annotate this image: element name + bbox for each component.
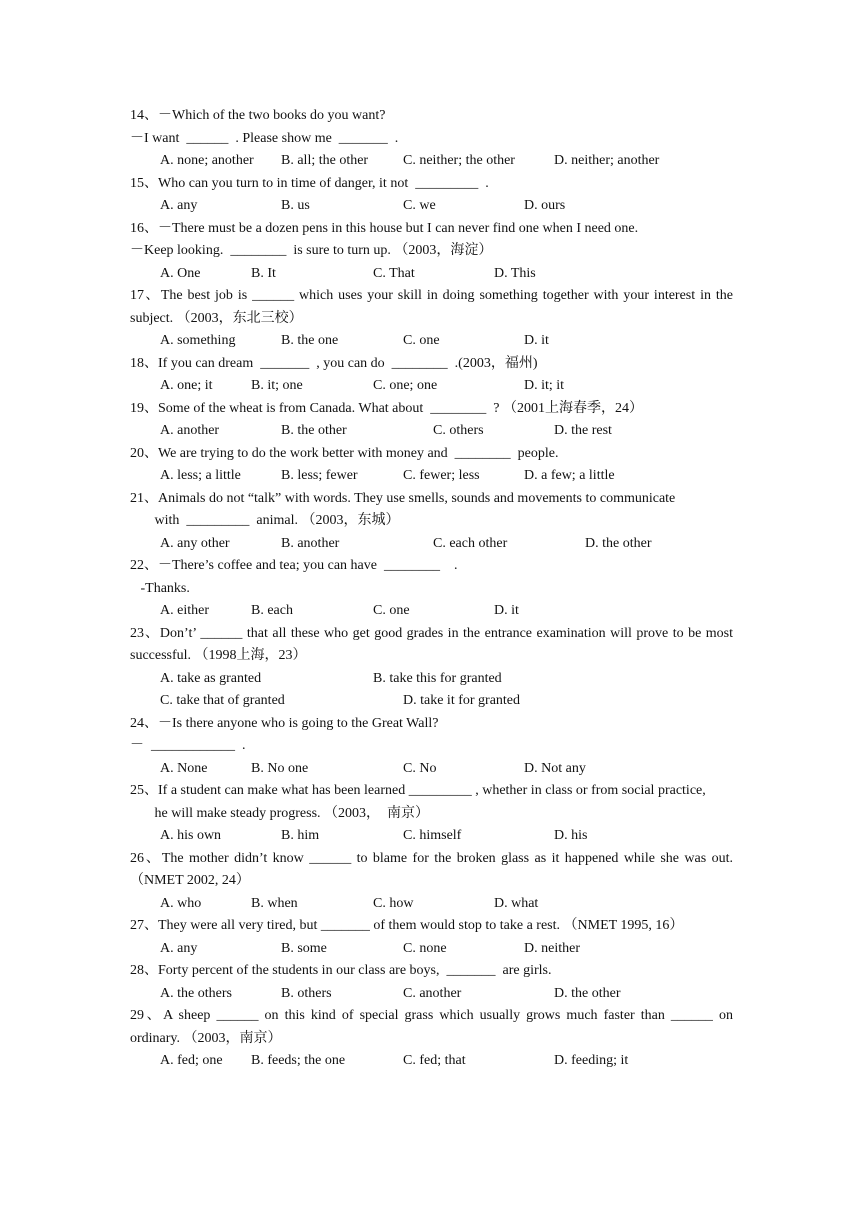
answer-option-a: A. None (160, 760, 208, 776)
answer-option-a: A. One (160, 265, 201, 281)
answer-options (130, 668, 733, 691)
question-line: -Thanks. (130, 580, 190, 596)
question-item (130, 555, 733, 623)
answer-options (130, 983, 733, 1006)
answer-option-b: B. the other (281, 423, 347, 438)
answer-option-b: B. feeds; the one (251, 1053, 346, 1068)
question-item (130, 488, 733, 556)
question-line: with _________ animal. （2003，东城） (130, 513, 400, 528)
answer-options (130, 690, 733, 713)
answer-option-c: C. one (403, 333, 440, 348)
question-item (130, 623, 733, 713)
question-line: he will make steady progress. （2003， 南京） (130, 805, 430, 821)
question-item (130, 353, 733, 398)
answer-options (130, 533, 733, 556)
answer-option-c: C. another (403, 985, 462, 1001)
answer-option-d: D. it (494, 603, 519, 618)
question-item (130, 443, 733, 488)
question-stem: 23、Don’t’ ______ that all these who get good grades in the entrance examination will prove to be most successful. （1998上海，23） (130, 625, 733, 663)
answer-options (130, 195, 733, 218)
answer-option-d: D. the rest (554, 423, 612, 438)
answer-option-b: B. less; fewer (281, 468, 358, 483)
answer-option-c: C. That (373, 265, 415, 281)
question-stem: 20、We are trying to do the work better with money and ________ people. (130, 445, 559, 461)
question-item (130, 1005, 733, 1073)
question-stem: 25、If a student can make what has been learned _________ , whether in class or from social practice, (130, 783, 706, 798)
answer-option-c: C. others (433, 423, 484, 438)
answer-option-d: D. neither; another (554, 153, 660, 168)
answer-option-b: B. each (251, 603, 293, 618)
question-item (130, 713, 733, 781)
answer-option-a: A. none; another (160, 153, 254, 168)
question-item (130, 848, 733, 916)
answer-options (130, 420, 733, 443)
question-stem: 28、Forty percent of the students in our class are boys, _______ are girls. (130, 963, 552, 978)
question-stem: 18、If you can dream _______ , you can do ________ .(2003，福州) (130, 355, 538, 371)
question-stem: 14、－Which of the two books do you want? (130, 108, 386, 123)
answer-option-a: A. either (160, 603, 209, 618)
answer-option-d: D. it (524, 333, 549, 348)
answer-option-d: D. take it for granted (403, 693, 521, 708)
answer-option-a: A. take as granted (160, 670, 262, 686)
question-line: －I want ______ . Please show me _______ . (130, 130, 399, 146)
answer-options (130, 150, 733, 173)
answer-option-d: D. what (494, 895, 539, 911)
answer-option-b: B. him (281, 828, 320, 843)
question-stem: 29、A sheep ______ on this kind of special grass which usually grows much faster than ______ on ordinary. （2003，南京） (130, 1008, 733, 1046)
question-stem: 22、－There’s coffee and tea; you can have ________ . (130, 558, 458, 573)
answer-option-a: A. something (160, 333, 236, 348)
answer-option-a: A. fed; one (160, 1053, 223, 1068)
answer-option-d: D. the other (585, 535, 652, 551)
answer-option-a: A. any (160, 198, 198, 213)
question-stem: 26、The mother didn’t know ______ to blame for the broken glass as it happened while she was out.（NMET 2002, 24） (130, 850, 733, 888)
answer-options (130, 375, 733, 398)
answer-options (130, 825, 733, 848)
answer-option-c: C. himself (403, 828, 462, 843)
answer-option-c: C. we (403, 198, 436, 213)
question-item (130, 285, 733, 353)
answer-option-b: B. us (281, 198, 310, 213)
answer-option-c: C. none (403, 940, 447, 956)
answer-option-b: B. when (251, 895, 298, 911)
answer-option-b: B. the one (281, 333, 339, 348)
answer-option-c: C. one (373, 603, 410, 618)
answer-options (130, 758, 733, 781)
question-stem: 24、－Is there anyone who is going to the Great Wall? (130, 715, 439, 731)
answer-option-b: B. others (281, 985, 332, 1001)
answer-option-d: D. his (554, 828, 588, 843)
answer-option-d: D. ours (524, 198, 566, 213)
answer-option-c: C. one; one (373, 378, 438, 393)
question-stem: 16、－There must be a dozen pens in this house but I can never find one when I need one. (130, 220, 639, 236)
question-stem: 27、They were all very tired, but _______ of them would stop to take a rest. （NMET 1995, 16） (130, 918, 684, 933)
question-stem: 17、The best job is ______ which uses your skill in doing something together with your interest in the subject. （2003，东北三校） (130, 288, 733, 326)
question-stem: 21、Animals do not “talk” with words. They use smells, sounds and movements to communicate (130, 490, 676, 506)
answer-option-a: A. his own (160, 828, 222, 843)
question-item (130, 960, 733, 1005)
answer-options (130, 938, 733, 961)
answer-option-a: A. less; a little (160, 468, 241, 483)
answer-options (130, 1050, 733, 1073)
question-item (130, 173, 733, 218)
answer-option-b: B. it; one (251, 378, 303, 393)
answer-options (130, 893, 733, 916)
answer-option-d: D. This (494, 265, 536, 281)
document-page (130, 105, 733, 1073)
answer-option-b: B. take this for granted (373, 670, 502, 686)
answer-option-d: D. feeding; it (554, 1053, 629, 1068)
answer-option-a: A. one; it (160, 378, 213, 393)
answer-option-d: D. Not any (524, 760, 586, 776)
question-line: －Keep looking. ________ is sure to turn up. （2003，海淀） (130, 243, 493, 258)
question-item (130, 218, 733, 286)
answer-option-d: D. it; it (524, 378, 565, 393)
answer-option-b: B. some (281, 940, 327, 956)
question-item (130, 915, 733, 960)
question-item (130, 398, 733, 443)
answer-option-c: C. fed; that (403, 1053, 466, 1068)
question-stem: 15、Who can you turn to in time of danger, it not _________ . (130, 175, 489, 191)
answer-option-b: B. It (251, 265, 276, 281)
answer-option-c: C. neither; the other (403, 153, 515, 168)
answer-option-c: C. No (403, 760, 437, 776)
answer-option-d: D. a few; a little (524, 468, 615, 483)
question-stem: 19、Some of the wheat is from Canada. What about ________ ? （2001上海春季，24） (130, 400, 643, 416)
answer-option-c: C. fewer; less (403, 468, 480, 483)
question-item (130, 780, 733, 848)
answer-option-b: B. No one (251, 760, 309, 776)
answer-option-c: C. how (373, 895, 414, 911)
question-item (130, 105, 733, 173)
answer-option-b: B. all; the other (281, 153, 369, 168)
answer-option-b: B. another (281, 535, 340, 551)
answer-option-a: A. who (160, 895, 202, 911)
answer-option-a: A. the others (160, 985, 232, 1001)
answer-options (130, 465, 733, 488)
answer-options (130, 330, 733, 353)
answer-options (130, 600, 733, 623)
answer-option-d: D. the other (554, 985, 621, 1001)
answer-option-a: A. another (160, 423, 220, 438)
answer-option-a: A. any (160, 940, 198, 956)
answer-option-c: C. take that of granted (160, 693, 285, 708)
answer-option-d: D. neither (524, 940, 580, 956)
question-line: － ____________ . (130, 738, 246, 753)
answer-options (130, 263, 733, 286)
answer-option-c: C. each other (433, 535, 508, 551)
answer-option-a: A. any other (160, 535, 230, 551)
